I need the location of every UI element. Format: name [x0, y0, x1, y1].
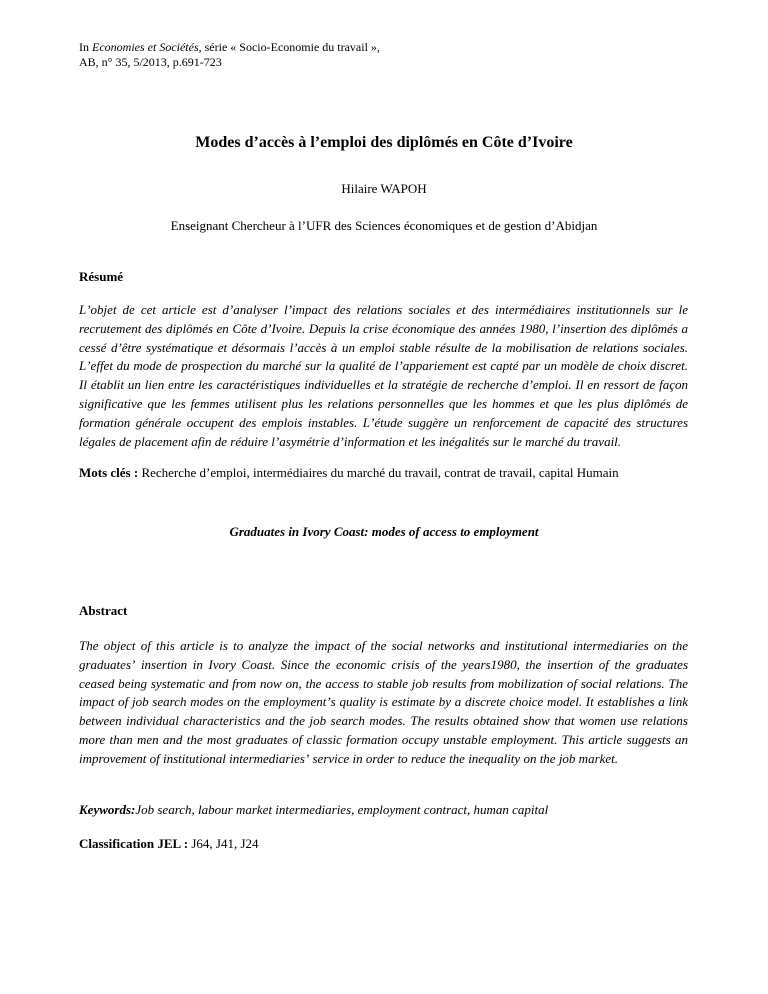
abstract-heading: Abstract: [79, 603, 128, 618]
jel-label: Classification JEL :: [79, 836, 189, 851]
abstract-text: The object of this article is to analyze the impact of the social networks and institutional intermediaries on the graduatesʼ insertion in Ivory Coast. Since the economic crisis of the years1980, the insertion of the graduates ceased being systematic and from now on, the access to stable job results from mobilization of social relations. The impact of job search modes on the employmentʼs quality is estimate by a discrete choice model. It establishes a link between individual characteristics and the job search modes. The results obtained show that women use relations more than men and the most graduates of classic formation occupy unstable employment. This article suggests an improvement of institutional intermediariesʼ service in order to reduce the inequality on the job market.: [79, 638, 688, 766]
citation-header: [79, 40, 679, 70]
keywords-value: Job search, labour market intermediaries, employment contract, human capital: [135, 802, 549, 817]
mots-cles-value: Recherche dʼemploi, intermédiaires du marché du travail, contrat de travail, capital Humain: [138, 465, 619, 480]
author-affiliation: Enseignant Chercheur à lʼUFR des Sciences économiques et de gestion dʼAbidjan: [170, 218, 598, 233]
journal-name: Economies et Sociétés: [92, 40, 199, 54]
resume-heading: Résumé: [79, 269, 124, 284]
paper-title: Modes dʼaccès à lʼemploi des diplômés en Côte dʼIvoire: [195, 134, 573, 151]
jel-classification: [79, 835, 688, 853]
issue-info: AB, n° 35, 5/2013, p.691-723: [79, 55, 222, 69]
series-name: , série « Socio-Economie du travail »,: [198, 40, 380, 54]
resume-text: Lʼobjet de cet article est dʼanalyser lʼimpact des relations sociales et des intermédiaires institutionnels sur le recrutement des diplômés en Côte dʼIvoire. Depuis la crise économique des années 1980, lʼinsertion des diplômés a cessé dʼêtre systématique et désormais lʼaccès à un emploi stable résulte de la mobilisation de relations sociales. Lʼeffet du mode de prospection du marché sur la qualité de lʼappariement est capté par un modèle de choix discret. Il établit un lien entre les caractéristiques individuelles et la stratégie de recherche dʼemploi. Il en ressort de façon significative que les femmes utilisent plus les relations personnelles que les hommes et que les plus diplômés de formation générale occupent des emplois instables. Lʼétude suggère un renforcement de capacité des structures légales de placement afin de réduire lʼasymétrie dʼinformation et les inégalités sur le marché du travail.: [79, 302, 688, 449]
mots-cles-label: Mots clés :: [79, 465, 139, 480]
keywords: [79, 801, 688, 819]
citation-prefix: In: [79, 40, 92, 54]
english-title: Graduates in Ivory Coast: modes of access to employment: [229, 524, 539, 539]
jel-value: J64, J41, J24: [188, 836, 259, 851]
mots-cles: [79, 464, 688, 482]
author-name: Hilaire WAPOH: [341, 181, 427, 196]
keywords-label: Keywords:: [79, 802, 136, 817]
